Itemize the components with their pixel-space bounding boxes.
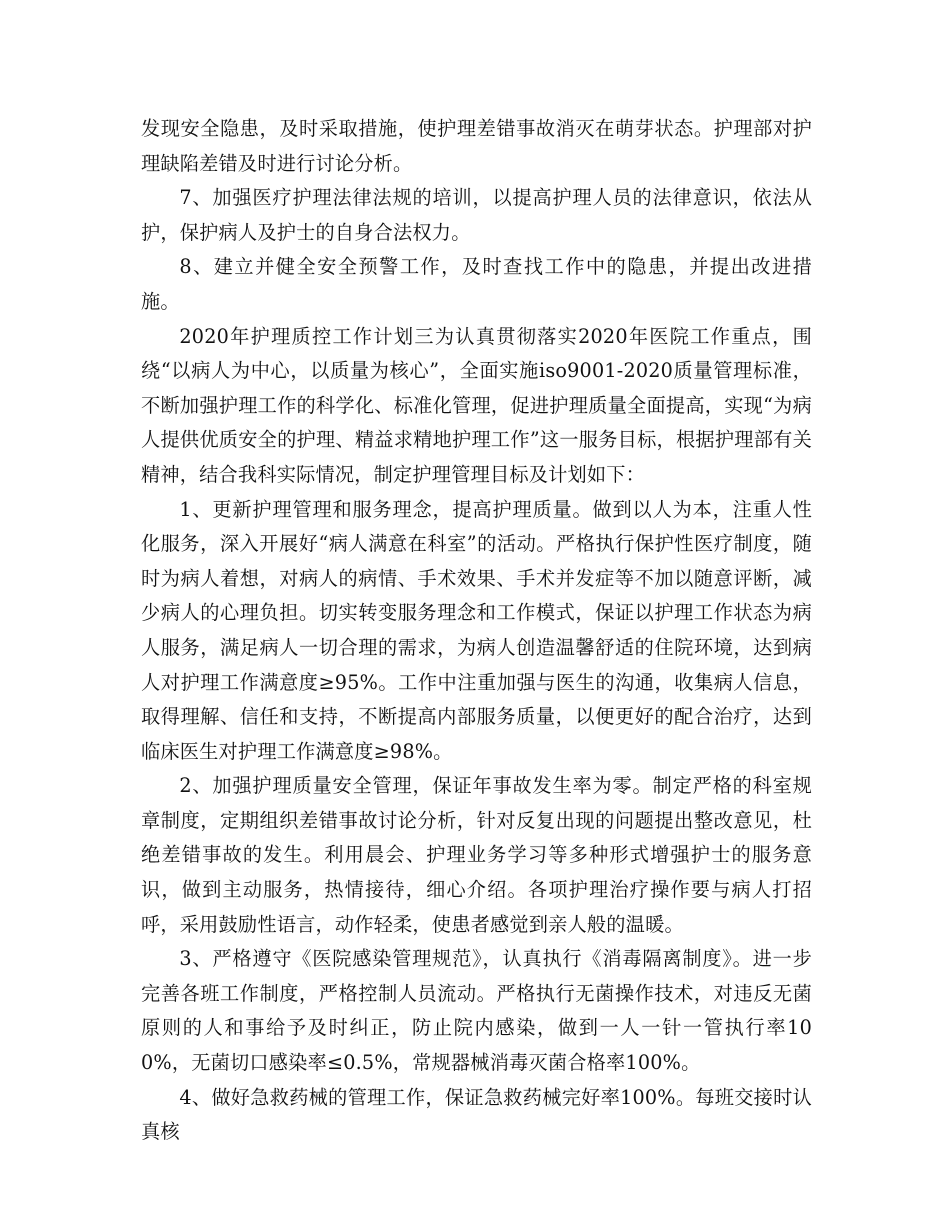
paragraph-item-8: 8、建立并健全安全预警工作，及时查找工作中的隐患，并提出改进措施。: [141, 255, 812, 313]
paragraph-plan-intro: 2020年护理质控工作计划三为认真贯彻落实2020年医院工作重点，围绕“以病人为中心，以质量为核心”，全面实施iso9001-2020质量管理标准，不断加强护理工作的科学化、标准化管理，促进护理质量全面提高，实现“为病人提供优质安全的护理、精益求精地护理工作”这一服务目标，根据护理部有关精神，结合我科实际情况，制定护理管理目标及计划如下：: [141, 324, 812, 486]
paragraph-continuation: 发现安全隐患，及时采取措施，使护理差错事故消灭在萌芽状态。护理部对护理缺陷差错及时进行讨论分析。: [141, 117, 812, 175]
paragraph-item-4: 4、做好急救药械的管理工作，保证急救药械完好率100%。每班交接时认真核: [141, 1085, 812, 1144]
paragraph-item-2: 2、加强护理质量安全管理，保证年事故发生率为零。制定严格的科室规章制度，定期组织差错事故讨论分析，针对反复出现的问题提出整改意见，杜绝差错事故的发生。利用晨会、护理业务学习等多种形式增强护士的服务意识，做到主动服务，热情接待，细心介绍。各项护理治疗操作要与病人打招呼，采用鼓励性语言，动作轻柔，使患者感觉到亲人般的温暖。: [141, 774, 812, 936]
paragraph-item-1: 1、更新护理管理和服务理念，提高护理质量。做到以人为本，注重人性化服务，深入开展好“病人满意在科室”的活动。严格执行保护性医疗制度，随时为病人着想，对病人的病情、手术效果、手术并发症等不加以随意评断，减少病人的心理负担。切实转变服务理念和工作模式，保证以护理工作状态为病人服务，满足病人一切合理的需求，为病人创造温馨舒适的住院环境，达到病人对护理工作满意度≥95%。工作中注重加强与医生的沟通，收集病人信息，取得理解、信任和支持，不断提高内部服务质量，以便更好的配合治疗，达到临床医生对护理工作满意度≥98%。: [141, 497, 812, 763]
paragraph-item-3: 3、严格遵守《医院感染管理规范》，认真执行《消毒隔离制度》。进一步完善各班工作制度，严格控制人员流动。严格执行无菌操作技术，对违反无菌原则的人和事给予及时纠正，防止院内感染，做到一人一针一管执行率100%，无菌切口感染率≤0.5%，常规器械消毒灭菌合格率100%。: [141, 947, 812, 1075]
paragraph-item-7: 7、加强医疗护理法律法规的培训，以提高护理人员的法律意识，依法从护，保护病人及护士的自身合法权力。: [141, 186, 812, 244]
